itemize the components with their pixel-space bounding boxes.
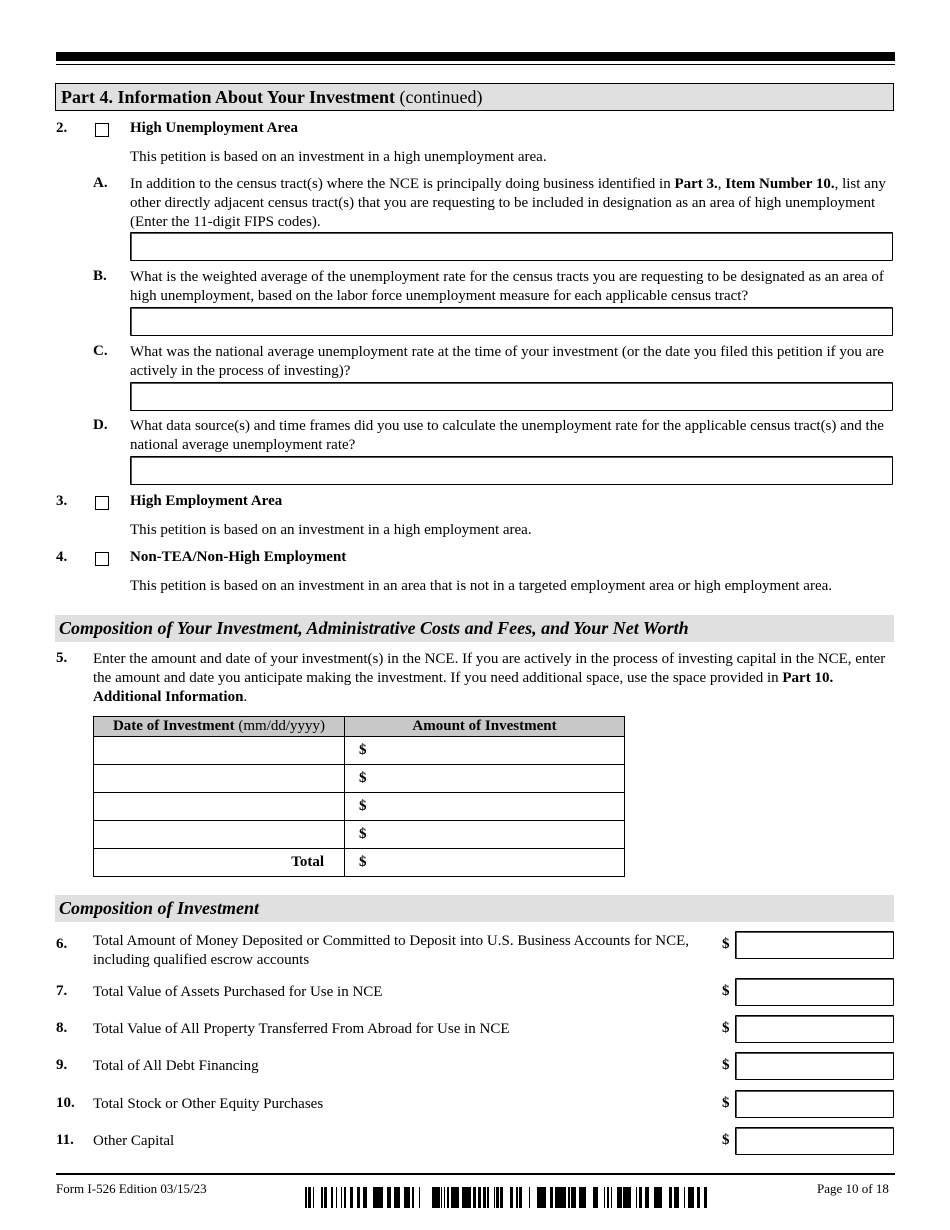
item-9-currency: $ <box>722 1057 730 1073</box>
item-10-label: Total Stock or Other Equity Purchases <box>93 1096 324 1112</box>
currency-symbol: $ <box>359 742 367 758</box>
currency-symbol: $ <box>359 854 367 870</box>
item-2d-question: What data source(s) and time frames did you use to calculate the unemployment rate for the applicable census tract(s) and the national average unemployment rate? <box>130 418 884 453</box>
investment-date-input-2[interactable] <box>94 765 345 793</box>
investment-amount-input-1[interactable] <box>345 737 625 765</box>
item-5-text: Enter the amount and date of your investment(s) in the NCE. If you are actively in the process of investing capital in the NCE, enter the amount and date you anticipate making the investment. If you need additional space, use the space provided in <box>93 651 886 686</box>
item-6-label: Total Amount of Money Deposited or Committed to Deposit into U.S. Business Accounts for NCE, including qualified escrow accounts <box>93 933 690 968</box>
item-2c-question: What was the national average unemployment rate at the time of your investment (or the date you filed this petition if you are actively in the process of investing)? <box>130 344 884 379</box>
page-number: Page 10 of 18 <box>817 1181 889 1196</box>
table-row <box>94 793 625 821</box>
footer-rule <box>56 1173 895 1175</box>
item-4-number: 4. <box>56 549 68 565</box>
item-2a-text-3: , list any other directly adjacent census tract(s) that you are requesting to be included in designation as an area of high unemployment (Enter the 11-digit FIPS codes). <box>130 176 886 230</box>
high-employment-checkbox[interactable] <box>95 496 109 510</box>
item-2-label: High Unemployment Area <box>130 120 299 136</box>
part-title-suffix: (continued) <box>399 87 483 107</box>
section-header-composition-net-worth: Composition of Your Investment, Administrative Costs and Fees, and Your Net Worth <box>55 615 894 642</box>
investment-table-header <box>94 717 625 737</box>
table-row <box>94 821 625 849</box>
section-header-composition-investment: Composition of Investment <box>55 895 894 922</box>
item-3-description: This petition is based on an investment in a high employment area. <box>130 522 532 538</box>
table-row <box>94 765 625 793</box>
non-tea-checkbox[interactable] <box>95 552 109 566</box>
item-2a-question <box>130 175 894 232</box>
high-unemployment-checkbox[interactable] <box>95 123 109 137</box>
item-11-currency: $ <box>722 1132 730 1148</box>
item-9-number: 9. <box>56 1057 68 1073</box>
investment-amount-input-3[interactable] <box>345 793 625 821</box>
item-8-number: 8. <box>56 1020 68 1036</box>
total-label: Total <box>94 849 345 877</box>
item-11-number: 11. <box>56 1132 74 1148</box>
part-title: Part 4. Information About Your Investment <box>61 87 396 107</box>
investment-date-input-1[interactable] <box>94 737 345 765</box>
item-7-amount-input[interactable] <box>735 978 894 1006</box>
item-11-amount-input[interactable] <box>735 1127 894 1155</box>
item-8-currency: $ <box>722 1020 730 1036</box>
investment-date-input-3[interactable] <box>94 793 345 821</box>
item-2a-text-1: In addition to the census tract(s) where the NCE is principally doing business identified in <box>130 176 675 192</box>
item-2b-input[interactable] <box>130 307 893 336</box>
item-5-instructions <box>93 650 893 707</box>
item-2d-letter: D. <box>93 417 108 433</box>
item-2d-input[interactable] <box>130 456 893 485</box>
currency-symbol: $ <box>359 798 367 814</box>
currency-symbol: $ <box>359 826 367 842</box>
top-rule <box>56 52 895 61</box>
table-row <box>94 737 625 765</box>
item-4-description: This petition is based on an investment in an area that is not in a targeted employment area or high employment area. <box>130 578 833 594</box>
item-10-amount-input[interactable] <box>735 1090 894 1118</box>
investment-amount-input-2[interactable] <box>345 765 625 793</box>
date-column-label: Date of Investment <box>112 718 235 734</box>
item-7-number: 7. <box>56 983 68 999</box>
form-edition: Form I-526 Edition 03/15/23 <box>56 1181 207 1196</box>
top-thin-rule <box>56 64 895 65</box>
item-6-currency: $ <box>722 936 730 952</box>
item-2a-input[interactable] <box>130 232 893 261</box>
currency-symbol: $ <box>359 770 367 786</box>
item-2b-question: What is the weighted average of the unemployment rate for the census tracts you are requesting to be designated as an area of high unemployment, based on the labor force unemployment measure for each applicable census tract? <box>130 269 884 304</box>
part-4-header <box>55 83 894 111</box>
item-10-number: 10. <box>56 1095 75 1111</box>
item-3-label: High Employment Area <box>130 493 283 509</box>
total-amount-input[interactable] <box>345 849 625 877</box>
item-2a-ref-part: Part 3. <box>674 176 718 192</box>
item-6-number: 6. <box>56 936 68 952</box>
item-6-amount-input[interactable] <box>735 931 894 959</box>
item-5-ref: Part 10. Additional Information <box>93 670 834 705</box>
item-7-currency: $ <box>722 983 730 999</box>
item-8-amount-input[interactable] <box>735 1015 894 1043</box>
item-9-label: Total of All Debt Financing <box>93 1058 259 1074</box>
item-4-label: Non-TEA/Non-High Employment <box>130 549 347 565</box>
investment-table <box>93 716 625 877</box>
item-2a-ref-item: Item Number 10. <box>725 176 835 192</box>
item-2-number: 2. <box>56 120 68 136</box>
date-column-format: (mm/dd/yyyy) <box>238 718 326 734</box>
item-9-amount-input[interactable] <box>735 1052 894 1080</box>
item-5-number: 5. <box>56 650 68 666</box>
item-2-description: This petition is based on an investment in a high unemployment area. <box>130 149 547 165</box>
table-total-row <box>94 849 625 877</box>
barcode <box>305 1187 711 1208</box>
item-10-currency: $ <box>722 1095 730 1111</box>
date-column-header <box>94 717 345 737</box>
investment-amount-input-4[interactable] <box>345 821 625 849</box>
item-2c-letter: C. <box>93 343 108 359</box>
item-8-label: Total Value of All Property Transferred From Abroad for Use in NCE <box>93 1021 510 1037</box>
investment-date-input-4[interactable] <box>94 821 345 849</box>
item-11-label: Other Capital <box>93 1133 175 1149</box>
item-3-number: 3. <box>56 493 68 509</box>
amount-column-header: Amount of Investment <box>345 717 625 737</box>
item-5-end: . <box>243 689 248 705</box>
item-2c-input[interactable] <box>130 382 893 411</box>
item-2b-letter: B. <box>93 268 107 284</box>
item-2a-letter: A. <box>93 175 108 191</box>
item-7-label: Total Value of Assets Purchased for Use in NCE <box>93 984 383 1000</box>
item-2a-text-2: , <box>717 176 726 192</box>
